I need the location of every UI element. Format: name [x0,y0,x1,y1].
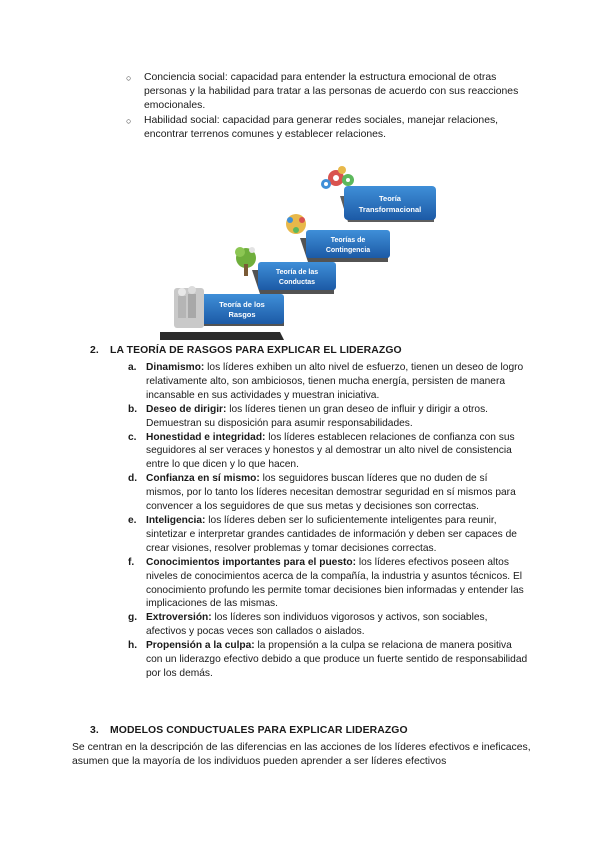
section-number: 3. [90,725,99,736]
section-heading [90,725,408,736]
list-item [128,611,528,639]
item-term: Extroversión: [146,612,212,624]
team-hands-icon [286,214,306,234]
item-text: los seguidores buscan líderes que no duden de sí mismos, por lo tanto los líderes necesitan demostrar seguridad en sí mismos para convencer a los seguidores de que sus metas y decisiones son correctas. [146,473,516,513]
step-conductas [252,262,336,294]
item-letter: b. [128,403,138,415]
item-term: Confianza en sí mismo: [146,473,260,485]
gears-icon [321,166,354,189]
item-term: Inteligencia: [146,514,206,526]
list-item [128,514,528,556]
step-label-line2: Transformacional [358,205,422,214]
leadership-theories-staircase [160,166,450,340]
list-item [128,361,528,403]
step-contingencia [300,230,390,262]
step-label-line1: Teoría de las [275,269,319,276]
item-text: los líderes son individuos vigorosos y activos, son sociables, afectivos y pocas veces son callados o aislados. [146,612,488,638]
list-item [128,403,528,431]
circle-bullet-icon: ○ [126,115,132,126]
item-term: Honestidad e integridad: [146,431,266,443]
bullet-item [126,114,526,142]
item-term: Propensión a la culpa: [146,640,255,652]
item-text: los líderes establecen relaciones de confianza con sus seguidores al ser veraces y honestos y al demostrar un alto nivel de consistencia entre lo que dicen y lo que hacen. [146,431,515,471]
section-number: 2. [90,345,99,356]
base-shadow [160,332,284,340]
item-text: los líderes exhiben un alto nivel de esfuerzo, tienen un deseo de logro relativamente alto, son ambiciosos, tienen mucha energía, persisten de manera incansable en sus actividades y muestran iniciativa. [146,362,524,401]
section-heading [90,345,402,356]
bullet-item [126,71,526,114]
item-text: la propensión a la culpa se relaciona de manera positiva con un liderazgo efectivo debido a que produce un fuerte sentido de responsabilidad por los demás. [146,640,528,679]
item-letter: e. [128,514,137,526]
item-letter: c. [128,431,137,443]
step-label-line2: Conductas [278,279,316,286]
item-term: Deseo de dirigir: [146,403,227,415]
people-group-icon [174,286,204,328]
bullet-list [126,71,526,142]
item-letter: a. [128,362,137,373]
step-label-line1: Teorías de [330,237,366,244]
item-letter: h. [128,640,138,652]
list-item [128,556,528,612]
item-term: Conocimientos importantes para el puesto: [146,556,357,568]
list-item [128,639,528,681]
item-text: los líderes tienen un gran deseo de influir y dirigir a otros. Demuestran su disposición para asumir responsabilidades. [146,403,489,429]
list-item [128,431,528,473]
step-label-line2: Rasgos [228,310,256,319]
item-term: Dinamismo: [146,362,205,373]
step-label-line1: Teoría [379,194,401,203]
item-text: los líderes efectivos poseen altos niveles de conocimientos acerca de la compañía, la industria y asuntos técnicos. El conocimiento profundo les permite tomar decisiones bien informadas y entender las implicaciones de las mismas. [146,556,524,610]
item-letter: d. [128,473,138,485]
traits-list [128,361,528,681]
body-paragraph: Se centran en la descripción de las diferencias en las acciones de los líderes efectivos e ineficaces, asumen que la mayoría de los individuos pueden aprender a ser líderes efectivos [72,742,531,768]
circle-bullet-icon: ○ [126,73,132,83]
step-label-line1: Teoría de los [219,300,265,309]
section-title-text: MODELOS CONDUCTUALES PARA EXPLICAR LIDERAZGO [110,725,408,736]
item-letter: g. [128,612,138,624]
bullet-text: Conciencia social: capacidad para entender la estructura emocional de otras personas y la habilidad para tratar a las personas de acuerdo con sus reacciones emocionales. [144,72,519,112]
section-title-text: LA TEORÍA DE RASGOS PARA EXPLICAR EL LIDERAZGO [110,345,402,356]
step-transformacional [340,186,436,222]
bullet-text: Habilidad social: capacidad para generar redes sociales, manejar relaciones, encontrar terrenos comunes y establecer relaciones. [144,114,499,140]
step-rasgos [196,294,284,326]
item-letter: f. [128,556,135,568]
item-text: los líderes deben ser lo suficientemente inteligentes para reunir, sintetizar e interpretar grandes cantidades de información y deben ser capaces de crear visiones, resolver problemas y tomar decisiones correctas. [146,514,517,554]
list-item [128,472,528,514]
step-label-line2: Contingencia [325,247,371,254]
